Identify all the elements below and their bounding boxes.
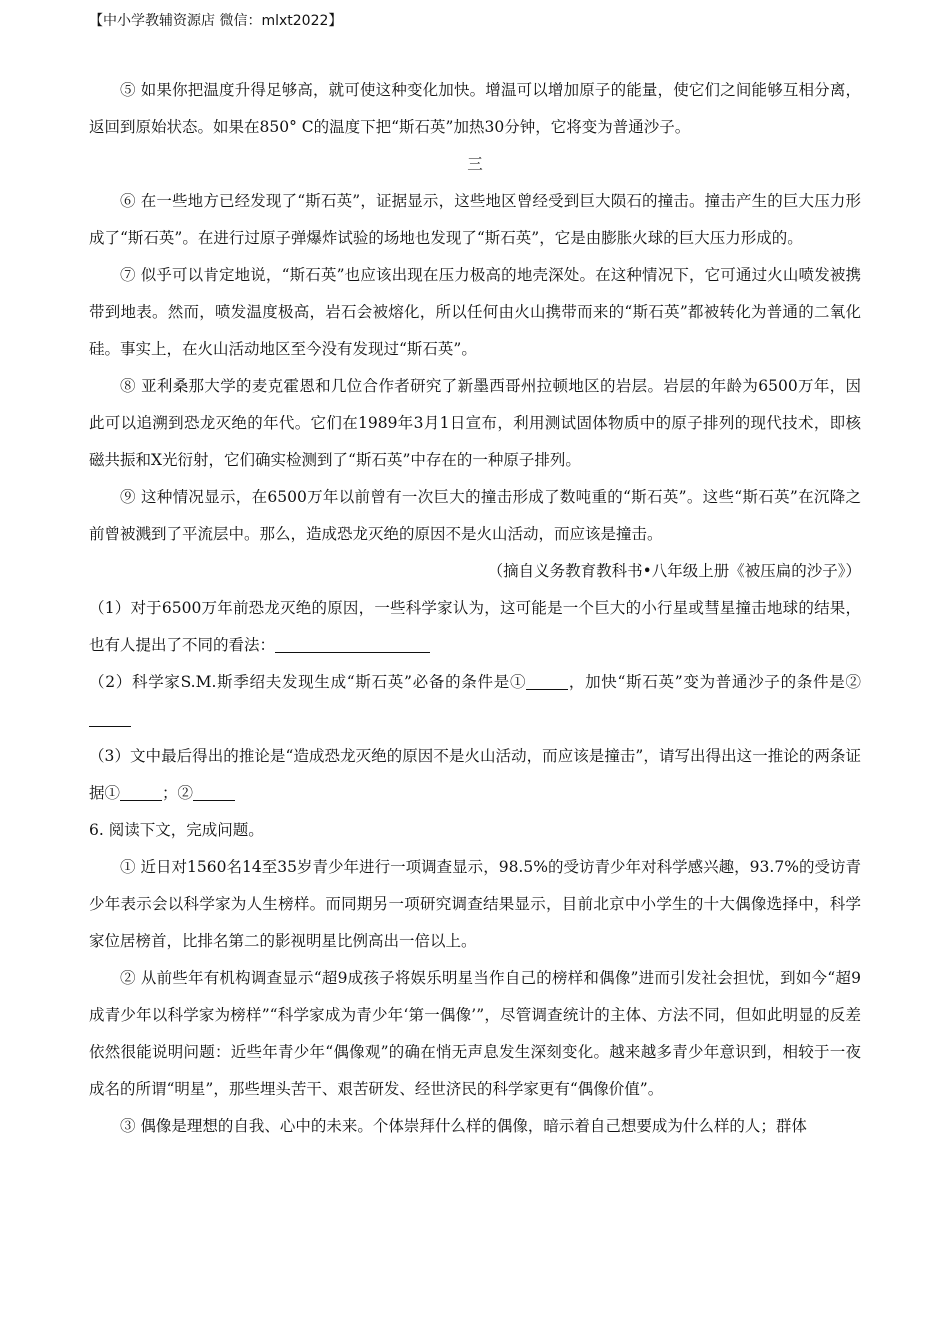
source-citation: （摘自义务教育教科书•八年级上册《被压扁的沙子》） bbox=[487, 562, 861, 580]
answer-blank-3a[interactable] bbox=[120, 785, 162, 802]
answer-blank-3b[interactable] bbox=[193, 785, 235, 802]
question-2 bbox=[89, 664, 861, 738]
document-body bbox=[89, 72, 861, 1145]
answer-blank-1[interactable] bbox=[275, 637, 430, 654]
paragraph-8: ⑧ 亚利桑那大学的麦克霍恩和几位合作者研究了新墨西哥州拉顿地区的岩层。岩层的年龄为6500万年，因此可以追溯到恐龙灭绝的年代。它们在1989年3月1日宣布，利用测试固体物质中的原子排列的现代技术，即核磁共振和X光衍射，它们确实检测到了“斯石英”中存在的一种原子排列。 bbox=[89, 377, 861, 469]
passage-b-paragraph-1: ① 近日对1560名14至35岁青少年进行一项调查显示，98.5%的受访青少年对科学感兴趣，93.7%的受访青少年表示会以科学家为人生榜样。而同期另一项研究调查结果显示，目前北京中小学生的十大偶像选择中，科学家位居榜首，比排名第二的影视明星比例高出一倍以上。 bbox=[89, 858, 861, 950]
page-header: 【中小学教辅资源店 微信：mlxt2022】 bbox=[89, 13, 343, 29]
paragraph-7: ⑦ 似乎可以肯定地说，“斯石英”也应该出现在压力极高的地壳深处。在这种情况下，它可通过火山喷发被携带到地表。然而，喷发温度极高，岩石会被熔化，所以任何由火山携带而来的“斯石英”都被转化为普通的二氧化硅。事实上，在火山活动地区至今没有发现过“斯石英”。 bbox=[89, 266, 861, 358]
question-3 bbox=[89, 738, 861, 812]
answer-blank-2b[interactable] bbox=[89, 711, 131, 728]
paragraph-5: ⑤ 如果你把温度升得足够高，就可使这种变化加快。增温可以增加原子的能量，使它们之间能够互相分离，返回到原始状态。如果在850° C的温度下把“斯石英”加热30分钟，它将变为普通沙子。 bbox=[89, 81, 861, 136]
question-1 bbox=[89, 590, 861, 664]
question-3-text-b: ；② bbox=[162, 784, 194, 802]
question-6-title: 6. 阅读下文，完成问题。 bbox=[89, 821, 264, 839]
passage-b-paragraph-2: ② 从前些年有机构调查显示“超9成孩子将娱乐明星当作自己的榜样和偶像”进而引发社会担忧，到如今“超9成青少年以科学家为榜样”“科学家成为青少年‘第一偶像’”，尽管调查统计的主体、方法不同，但如此明显的反差依然很能说明问题：近些年青少年“偶像观”的确在悄无声息发生深刻变化。越来越多青少年意识到，相较于一夜成名的所谓“明星”，那些埋头苦干、艰苦研发、经世济民的科学家更有“偶像价值”。 bbox=[89, 969, 861, 1098]
question-2-text-b: ，加快“斯石英”变为普通沙子的条件是② bbox=[568, 673, 861, 691]
question-1-text: （1）对于6500万年前恐龙灭绝的原因，一些科学家认为，这可能是一个巨大的小行星或彗星撞击地球的结果，也有人提出了不同的看法： bbox=[89, 599, 861, 654]
passage-b-paragraph-3: ③ 偶像是理想的自我、心中的未来。个体崇拜什么样的偶像，暗示着自己想要成为什么样的人；群体 bbox=[120, 1117, 807, 1135]
question-3-text-a: （3）文中最后得出的推论是“造成恐龙灭绝的原因不是火山活动，而应该是撞击”，请写出得出这一推论的两条证据① bbox=[89, 747, 861, 802]
paragraph-9: ⑨ 这种情况显示，在6500万年以前曾有一次巨大的撞击形成了数吨重的“斯石英”。这些“斯石英”在沉降之前曾被溅到了平流层中。那么，造成恐龙灭绝的原因不是火山活动，而应该是撞击。 bbox=[89, 488, 861, 543]
answer-blank-2a[interactable] bbox=[526, 674, 568, 691]
paragraph-6: ⑥ 在一些地方已经发现了“斯石英”，证据显示，这些地区曾经受到巨大陨石的撞击。撞击产生的巨大压力形成了“斯石英”。在进行过原子弹爆炸试验的场地也发现了“斯石英”，它是由膨胀火球的巨大压力形成的。 bbox=[89, 192, 861, 247]
section-heading-3: 三 bbox=[467, 155, 483, 173]
question-2-text-a: （2）科学家S.M.斯季绍夫发现生成“斯石英”必备的条件是① bbox=[89, 673, 527, 691]
